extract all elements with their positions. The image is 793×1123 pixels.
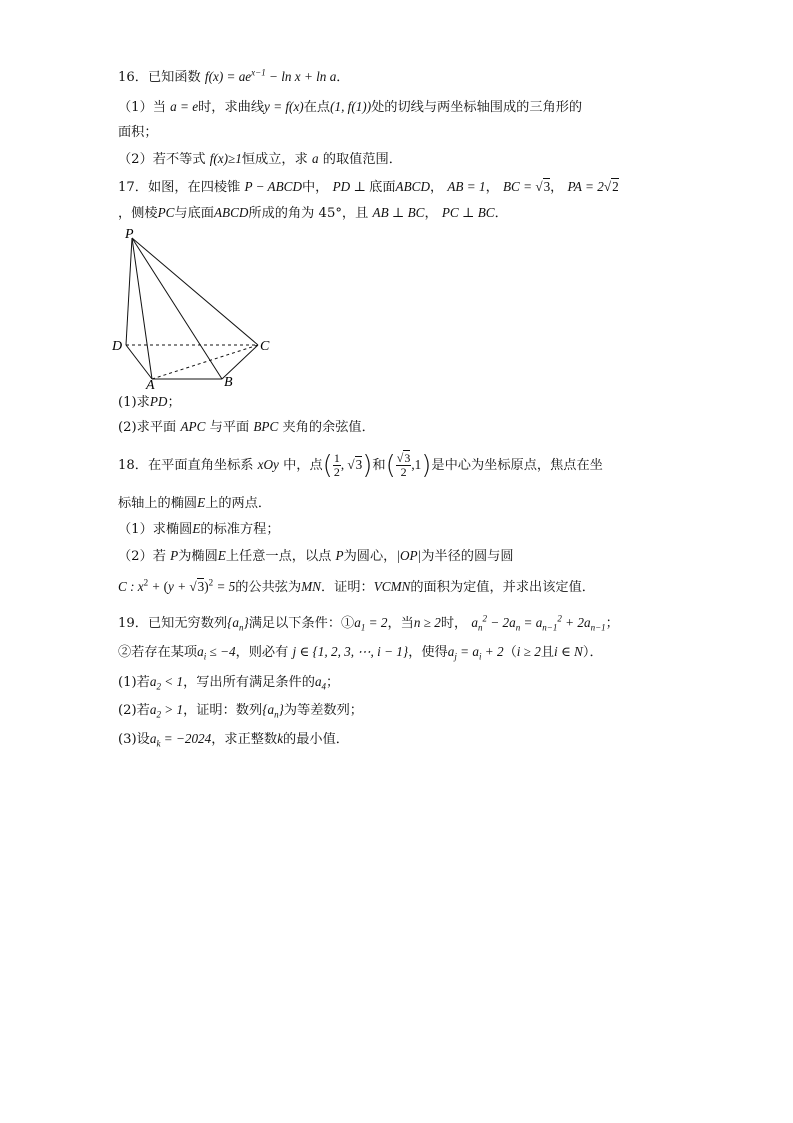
- fraction-one-half: $\frac{1}{2}$: [333, 451, 340, 479]
- q17-sub1: (1)求PD；: [118, 394, 181, 410]
- circle-equation: C : $x^2 + (y + √3)^2 = 5$: [118, 577, 236, 594]
- edge-PA: [132, 238, 152, 379]
- q16-part1-cont: 面积；: [118, 125, 158, 140]
- q17-line1: 17．如图，在四棱锥 P − ABCD中， PD ⊥ 底面ABCD， AB = 1， BC = √3， PA = 2√2: [118, 179, 619, 195]
- q19-sub2: (2)若$a_2 > 1$，证明：数列$\{a_n\}$为等差数列；: [118, 702, 363, 720]
- edge-AC-hidden: [152, 345, 258, 379]
- fraction-root3-half: $\frac{√3}{2}$: [396, 451, 411, 479]
- pyramid-figure: [112, 222, 282, 392]
- q17-line2: ，侧棱PC与底面ABCD所成的角为 45°，且 AB ⊥ BC， PC ⊥ BC．: [118, 205, 508, 221]
- q18-sub2: （2）若 P为椭圆E上任意一点，以点 P为圆心，|OP|为半径的圆与圆: [118, 548, 514, 564]
- q17-sub2: (2)求平面 APC 与平面 BPC 夹角的余弦值．: [118, 419, 375, 435]
- label-B: B: [224, 375, 233, 390]
- q18-line4: C : $x^2 + (y + √3)^2 = 5$的公共弦为MN．证明：VCMN的面积为定值，并求出该定值．: [118, 577, 595, 595]
- edge-PC: [132, 238, 258, 345]
- label-D: D: [112, 339, 123, 354]
- q16-line1: 16．已知函数 $f(x) = ae^{x-1} - \ln x + \ln a$．: [118, 67, 350, 85]
- q19-sub3: (3)设$a_k = -2024$，求正整数k的最小值．: [118, 731, 349, 749]
- edge-PB: [132, 238, 222, 379]
- q17-number: 17．: [118, 180, 148, 195]
- q19-sub1: (1)若$a_2 < 1$，写出所有满足条件的$a_4$；: [118, 674, 340, 692]
- q16-part1: （1）当 a = e时，求曲线y = f(x)在点(1, f(1))处的切线与两坐标轴围成的三角形的: [118, 99, 583, 115]
- q19-line2: ②若存在某项$a_i \le -4$，则必有 j ∈ {1, 2, 3, ⋯, i − 1}，使得$a_j = a_i + 2(i \ge 2$且i ∈ N）．: [118, 644, 603, 662]
- q19-number: 19．: [118, 616, 148, 631]
- edge-BC: [222, 345, 258, 379]
- label-A: A: [146, 378, 155, 392]
- q16-part2: （2）若不等式 f(x)≥1恒成立，求 a 的取值范围．: [118, 151, 402, 167]
- label-P: P: [125, 227, 134, 242]
- q18-number: 18．: [118, 458, 148, 473]
- q16-function: $f(x) = ae^{x-1} - \ln x + \ln a$: [204, 67, 337, 84]
- label-C: C: [260, 339, 270, 354]
- edge-PD: [126, 238, 132, 345]
- q18-sub1: （1）求椭圆E的标准方程；: [118, 521, 280, 537]
- q19-line1: 19．已知无穷数列$\{a_n\}$满足以下条件：$①a_1 = 2$，当n ≥ 2时， $a_n^2 - 2a_n = a_{n-1}^2 + 2a_{n-1}$；: [118, 613, 619, 633]
- q16-number: 16．: [118, 70, 148, 85]
- q18-line1: 18．在平面直角坐标系 xOy 中，点( $\frac{1}{2}$ , √3)和( $\frac{√3}{2}$ ,1)是中心为坐标原点，焦点在坐: [118, 450, 603, 481]
- q18-line2: 标轴上的椭圆E上的两点．: [118, 495, 272, 511]
- recurrence-relation: $a_n^2 - 2a_n = a_{n-1}^2 + 2a_{n-1}$: [471, 613, 606, 633]
